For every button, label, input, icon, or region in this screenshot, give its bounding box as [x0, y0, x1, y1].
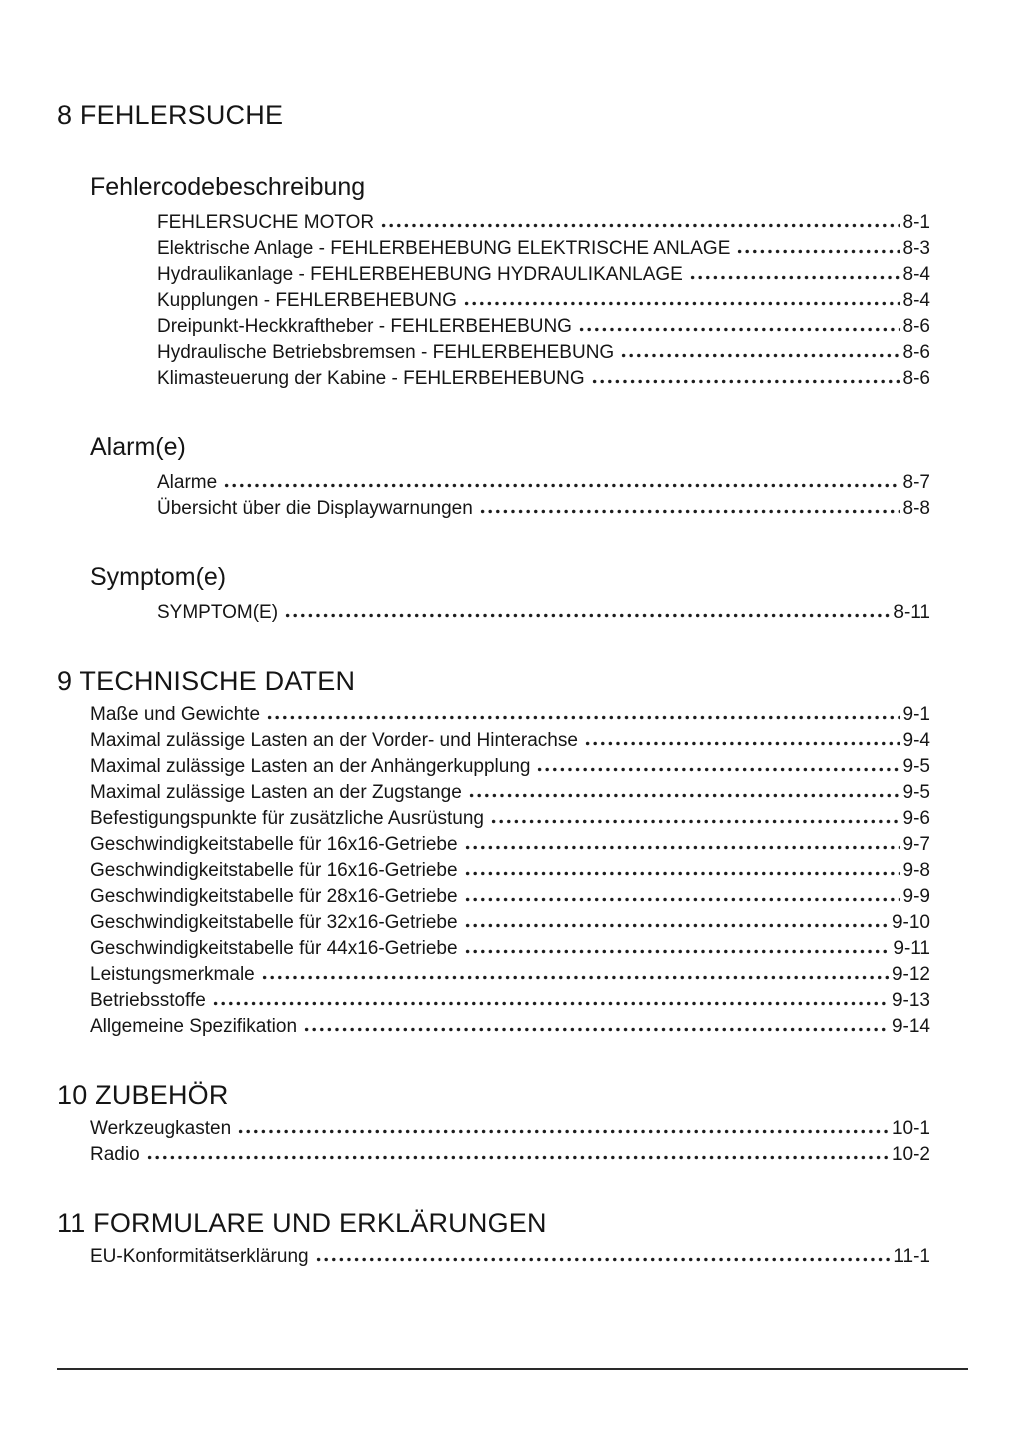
- toc-entry: [90, 936, 930, 962]
- entry-label: Hydraulikanlage - FEHLERBEHEBUNG HYDRAULIKANLAGE: [157, 264, 683, 285]
- dot-leader: [690, 267, 900, 280]
- entry-label: EU-Konformitätserklärung: [90, 1246, 309, 1267]
- toc-entry: [90, 702, 930, 728]
- toc-entry: [90, 1116, 930, 1142]
- entry-label: Leistungsmerkmale: [90, 964, 255, 985]
- toc-entry: [90, 806, 930, 832]
- entry-list: [157, 210, 930, 392]
- dot-leader: [579, 319, 900, 332]
- dot-leader: [238, 1121, 889, 1134]
- dot-leader: [537, 759, 899, 772]
- dot-leader: [491, 811, 900, 824]
- entry-label: Alarme: [157, 472, 218, 493]
- dot-leader: [480, 501, 900, 514]
- entry-page: 8-6: [902, 368, 930, 389]
- toc-entry: [157, 236, 930, 262]
- entry-page: 9-8: [902, 860, 930, 881]
- entry-label: SYMPTOM(E): [157, 602, 279, 623]
- dot-leader: [621, 345, 899, 358]
- entry-label: Geschwindigkeitstabelle für 28x16-Getriebe: [90, 886, 458, 907]
- toc-entry: [90, 1014, 930, 1040]
- dot-leader: [147, 1147, 889, 1160]
- entry-label: Werkzeugkasten: [90, 1118, 232, 1139]
- entry-page: 8-3: [902, 238, 930, 259]
- entry-page: 8-4: [902, 290, 930, 311]
- chapter-title: 11 FORMULARE UND ERKLÄRUNGEN: [57, 1208, 547, 1238]
- toc-entry: [90, 832, 930, 858]
- chapter-title: 9 TECHNISCHE DATEN: [57, 666, 356, 696]
- entry-page: 8-8: [902, 498, 930, 519]
- entry-list: [157, 470, 930, 522]
- dot-leader: [464, 293, 900, 306]
- dot-leader: [592, 371, 900, 384]
- entry-page: 8-6: [902, 342, 930, 363]
- chapter-11: [57, 1206, 930, 1270]
- dot-leader: [316, 1249, 891, 1262]
- group-title: Symptom(e): [90, 563, 227, 591]
- group-title: Alarm(e): [90, 433, 186, 461]
- entry-label: Klimasteuerung der Kabine - FEHLERBEHEBUNG: [157, 368, 585, 389]
- entry-label: Geschwindigkeitstabelle für 16x16-Getriebe: [90, 834, 458, 855]
- entry-page: 9-5: [902, 756, 930, 777]
- entry-list: [90, 1116, 930, 1168]
- toc-entry: [90, 962, 930, 988]
- entry-label: Geschwindigkeitstabelle für 32x16-Getriebe: [90, 912, 458, 933]
- toc-entry: [157, 600, 930, 626]
- entry-page: 9-12: [891, 964, 930, 985]
- entry-list: [90, 1244, 930, 1270]
- entry-page: 9-13: [891, 990, 930, 1011]
- dot-leader: [585, 733, 900, 746]
- entry-page: 8-11: [893, 602, 930, 623]
- group-symptome: [57, 562, 930, 626]
- entry-page: 8-7: [902, 472, 930, 493]
- group-title: Fehlercodebeschreibung: [90, 173, 366, 201]
- entry-label: FEHLERSUCHE MOTOR: [157, 212, 375, 233]
- entry-page: 9-4: [902, 730, 930, 751]
- toc-entry: [157, 496, 930, 522]
- entry-page: 9-6: [902, 808, 930, 829]
- entry-page: 9-11: [893, 938, 930, 959]
- dot-leader: [465, 941, 891, 954]
- dot-leader: [465, 915, 889, 928]
- footer-rule: [57, 1368, 968, 1370]
- entry-page: 8-4: [902, 264, 930, 285]
- entry-page: 9-9: [902, 886, 930, 907]
- toc-entry: [90, 1142, 930, 1168]
- entry-label: Maximal zulässige Lasten an der Anhängerkupplung: [90, 756, 531, 777]
- toc-entry: [90, 1244, 930, 1270]
- entry-label: Dreipunkt-Heckkraftheber - FEHLERBEHEBUNG: [157, 316, 572, 337]
- entry-label: Kupplungen - FEHLERBEHEBUNG: [157, 290, 457, 311]
- dot-leader: [381, 215, 899, 228]
- entry-list: [157, 600, 930, 626]
- dot-leader: [224, 475, 899, 488]
- entry-label: Befestigungspunkte für zusätzliche Ausrüstung: [90, 808, 484, 829]
- chapter-9: [57, 664, 930, 1040]
- dot-leader: [465, 889, 900, 902]
- entry-label: Geschwindigkeitstabelle für 16x16-Getriebe: [90, 860, 458, 881]
- entry-page: 9-7: [902, 834, 930, 855]
- toc-entry: [90, 884, 930, 910]
- toc-entry: [157, 314, 930, 340]
- entry-page: 9-5: [902, 782, 930, 803]
- entry-page: 10-1: [891, 1118, 930, 1139]
- toc-entry: [157, 262, 930, 288]
- entry-page: 10-2: [891, 1144, 930, 1165]
- entry-label: Radio: [90, 1144, 140, 1165]
- toc-entry: [157, 288, 930, 314]
- dot-leader: [737, 241, 899, 254]
- dot-leader: [469, 785, 900, 798]
- entry-label: Maximal zulässige Lasten an der Zugstange: [90, 782, 462, 803]
- toc-entry: [157, 340, 930, 366]
- entry-page: 9-10: [891, 912, 930, 933]
- chapter-title: 10 ZUBEHÖR: [57, 1080, 229, 1110]
- toc-entry: [90, 754, 930, 780]
- group-fehlercodebeschreibung: [57, 172, 930, 392]
- dot-leader: [304, 1019, 889, 1032]
- entry-label: Betriebsstoffe: [90, 990, 206, 1011]
- toc-entry: [157, 366, 930, 392]
- chapter-10: [57, 1078, 930, 1168]
- entry-label: Maximal zulässige Lasten an der Vorder- und Hinterachse: [90, 730, 578, 751]
- entry-label: Allgemeine Spezifikation: [90, 1016, 298, 1037]
- dot-leader: [213, 993, 889, 1006]
- entry-list: [90, 702, 930, 1040]
- entry-page: 9-14: [891, 1016, 930, 1037]
- toc-entry: [90, 988, 930, 1014]
- entry-label: Elektrische Anlage - FEHLERBEHEBUNG ELEKTRISCHE ANLAGE: [157, 238, 731, 259]
- entry-label: Hydraulische Betriebsbremsen - FEHLERBEHEBUNG: [157, 342, 615, 363]
- dot-leader: [267, 707, 900, 720]
- dot-leader: [285, 605, 890, 618]
- entry-label: Geschwindigkeitstabelle für 44x16-Getriebe: [90, 938, 458, 959]
- toc-entry: [157, 470, 930, 496]
- group-alarme: [57, 432, 930, 522]
- entry-page: 8-1: [902, 212, 930, 233]
- toc-entry: [90, 780, 930, 806]
- chapter-title: 8 FEHLERSUCHE: [57, 100, 284, 130]
- toc-entry: [90, 728, 930, 754]
- entry-page: 11-1: [893, 1246, 930, 1267]
- toc-entry: [157, 210, 930, 236]
- dot-leader: [465, 837, 900, 850]
- entry-label: Übersicht über die Displaywarnungen: [157, 498, 473, 519]
- dot-leader: [465, 863, 900, 876]
- chapter-8: [57, 98, 930, 626]
- entry-label: Maße und Gewichte: [90, 704, 261, 725]
- toc-entry: [90, 910, 930, 936]
- entry-page: 9-1: [902, 704, 930, 725]
- dot-leader: [262, 967, 889, 980]
- entry-page: 8-6: [902, 316, 930, 337]
- toc-entry: [90, 858, 930, 884]
